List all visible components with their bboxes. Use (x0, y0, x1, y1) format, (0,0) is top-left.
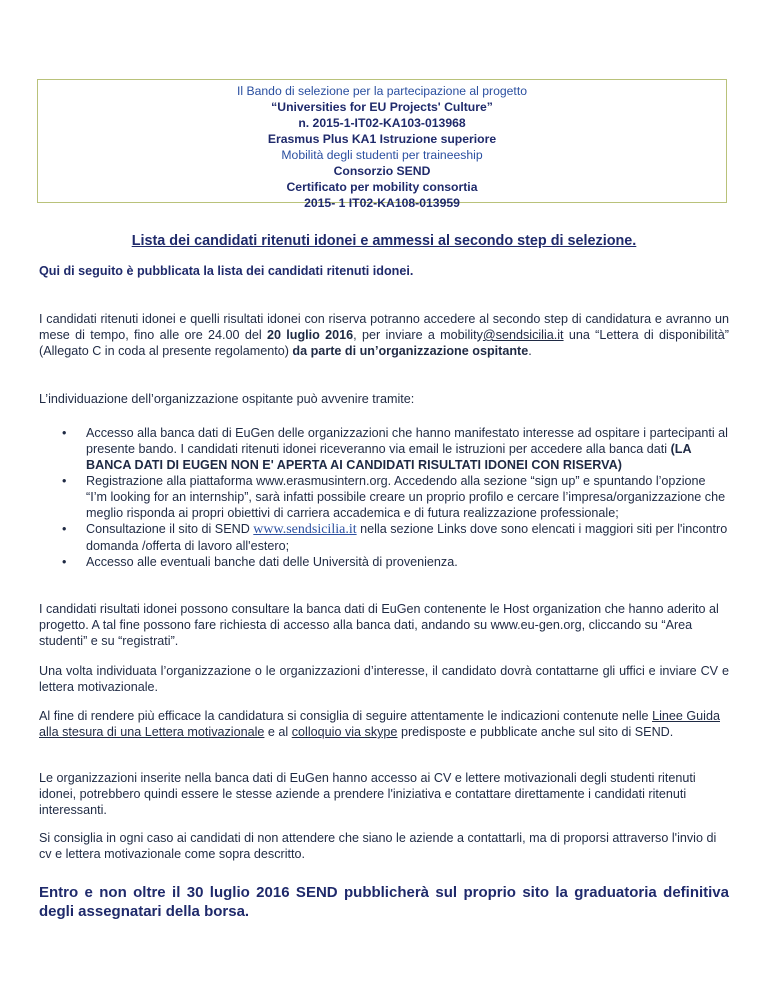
emphasis-text: (LA BANCA DATI DI EUGEN NON E' APERTA AI CANDIDATI RISULTATI IDONEI CON RISERVA) (86, 442, 692, 472)
deadline-date: 20 luglio 2016 (266, 328, 354, 342)
options-list (62, 425, 728, 570)
text-segment: . (528, 344, 532, 358)
paragraph-advice: Si consiglia in ogni caso ai candidati di non attendere che siano le aziende a contattarli, ma di proporsi attraverso l'invio di cv e lettera motivazionale come sopra descritto. (39, 831, 717, 861)
certificate-number: 2015- 1 IT02-KA108-013959 (304, 196, 460, 210)
project-name: “Universities for EU Projects' Culture” (271, 100, 493, 114)
email-link[interactable]: @sendsicilia.it (482, 328, 564, 342)
text-segment: , per inviare a mobility (353, 328, 483, 342)
paragraph-host-intro: L’individuazione dell’organizzazione ospitante può avvenire tramite: (39, 392, 415, 406)
page-title: Lista dei candidati ritenuti idonei e ammessi al secondo step di selezione. (131, 233, 637, 249)
text-segment: Consultazione il sito di SEND (86, 522, 254, 536)
header-box (37, 79, 727, 210)
emphasis-text: da parte di un’organizzazione ospitante (292, 344, 529, 358)
project-number: n. 2015-1-IT02-KA103-013968 (298, 116, 466, 130)
paragraph-guidelines (39, 708, 729, 740)
consortium-name: Consorzio SEND (333, 164, 431, 178)
text-segment: e al (264, 725, 292, 739)
text-segment: nella sezione Links dove sono elencati i maggiori siti per l'incontro domanda /offerta di lavoro all'estero; (86, 522, 728, 553)
text-segment: una “Lettera di disponibilità” (Allegato C in coda al presente regolamento) (39, 328, 729, 358)
text-segment: I candidati ritenuti idonei e quelli risultati idonei con riserva potranno accedere al secondo step di candidatura e avranno un mese di tempo, fino alle ore 24.00 del (39, 312, 729, 342)
skype-interview-link[interactable]: colloquio via skype (291, 725, 398, 739)
paragraph-eugen: I candidati risultati idonei possono consultare la banca dati di EuGen contenente le Host organization che hanno aderito al progetto. A tal fine possono fare richiesta di accesso alla banca dati, andando su www.eu-gen.org, cliccando su “Area studenti” e su “registrati”. (39, 602, 719, 648)
website-link[interactable]: www.sendsicilia.it (253, 522, 357, 537)
text-segment: Al fine di rendere più efficace la candidatura si consiglia di seguire attentamente le indicazioni contenute nelle (39, 709, 653, 723)
paragraph-contact: Una volta individuata l’organizzazione o le organizzazioni d’interesse, il candidato dovrà contattarne gli uffici e inviare CV e lettera motivazionale. (39, 664, 729, 694)
header-line: Mobilità degli studenti per traineeship (281, 148, 483, 162)
program-name: Erasmus Plus KA1 Istruzione superiore (267, 132, 497, 146)
list-item: • Accesso alle eventuali banche dati delle Università di provenienza. (62, 554, 728, 570)
paragraph-organizations: Le organizzazioni inserite nella banca dati di EuGen hanno accesso ai CV e lettere motivazionali degli studenti ritenuti idonei, potrebbero quindi essere le stesse aziende a prendere l'iniziativa e contattare direttamente i candidati ritenuti interessanti. (39, 771, 696, 817)
list-item (62, 521, 728, 554)
final-notice: Entro e non oltre il 30 luglio 2016 SEND pubblicherà sul proprio sito la graduatoria definitiva degli assegnatari della borsa. (39, 884, 729, 920)
list-item: • Registrazione alla piattaforma www.erasmusintern.org. Accedendo alla sezione “sign up” e spuntando l’opzione “I’m looking for an internship”, sarà infatti possibile creare un proprio profilo e cercare l’impresa/organizzazione che meglio risponda ai propri obiettivi di carriera accademica e di futura realizzazione professionale; (62, 473, 728, 521)
text-segment: Accesso alla banca dati di EuGen delle organizzazioni che hanno manifestato interesse ad ospitare i partecipanti al presente bando. I candidati ritenuti idonei riceveranno via email le istruzioni per accedere alla banca dati (86, 426, 728, 456)
intro-text: Qui di seguito è pubblicata la lista dei candidati ritenuti idonei. (39, 264, 414, 278)
certificate-label: Certificato per mobility consortia (286, 180, 478, 194)
header-line: Il Bando di selezione per la partecipazione al progetto (237, 84, 527, 98)
list-item (62, 425, 728, 473)
guidelines-link[interactable]: Linee Guida alla stesura di una Lettera motivazionale (39, 709, 720, 739)
text-segment: predisposte e pubblicate anche sul sito di SEND. (397, 725, 674, 739)
paragraph-deadline (39, 311, 729, 359)
